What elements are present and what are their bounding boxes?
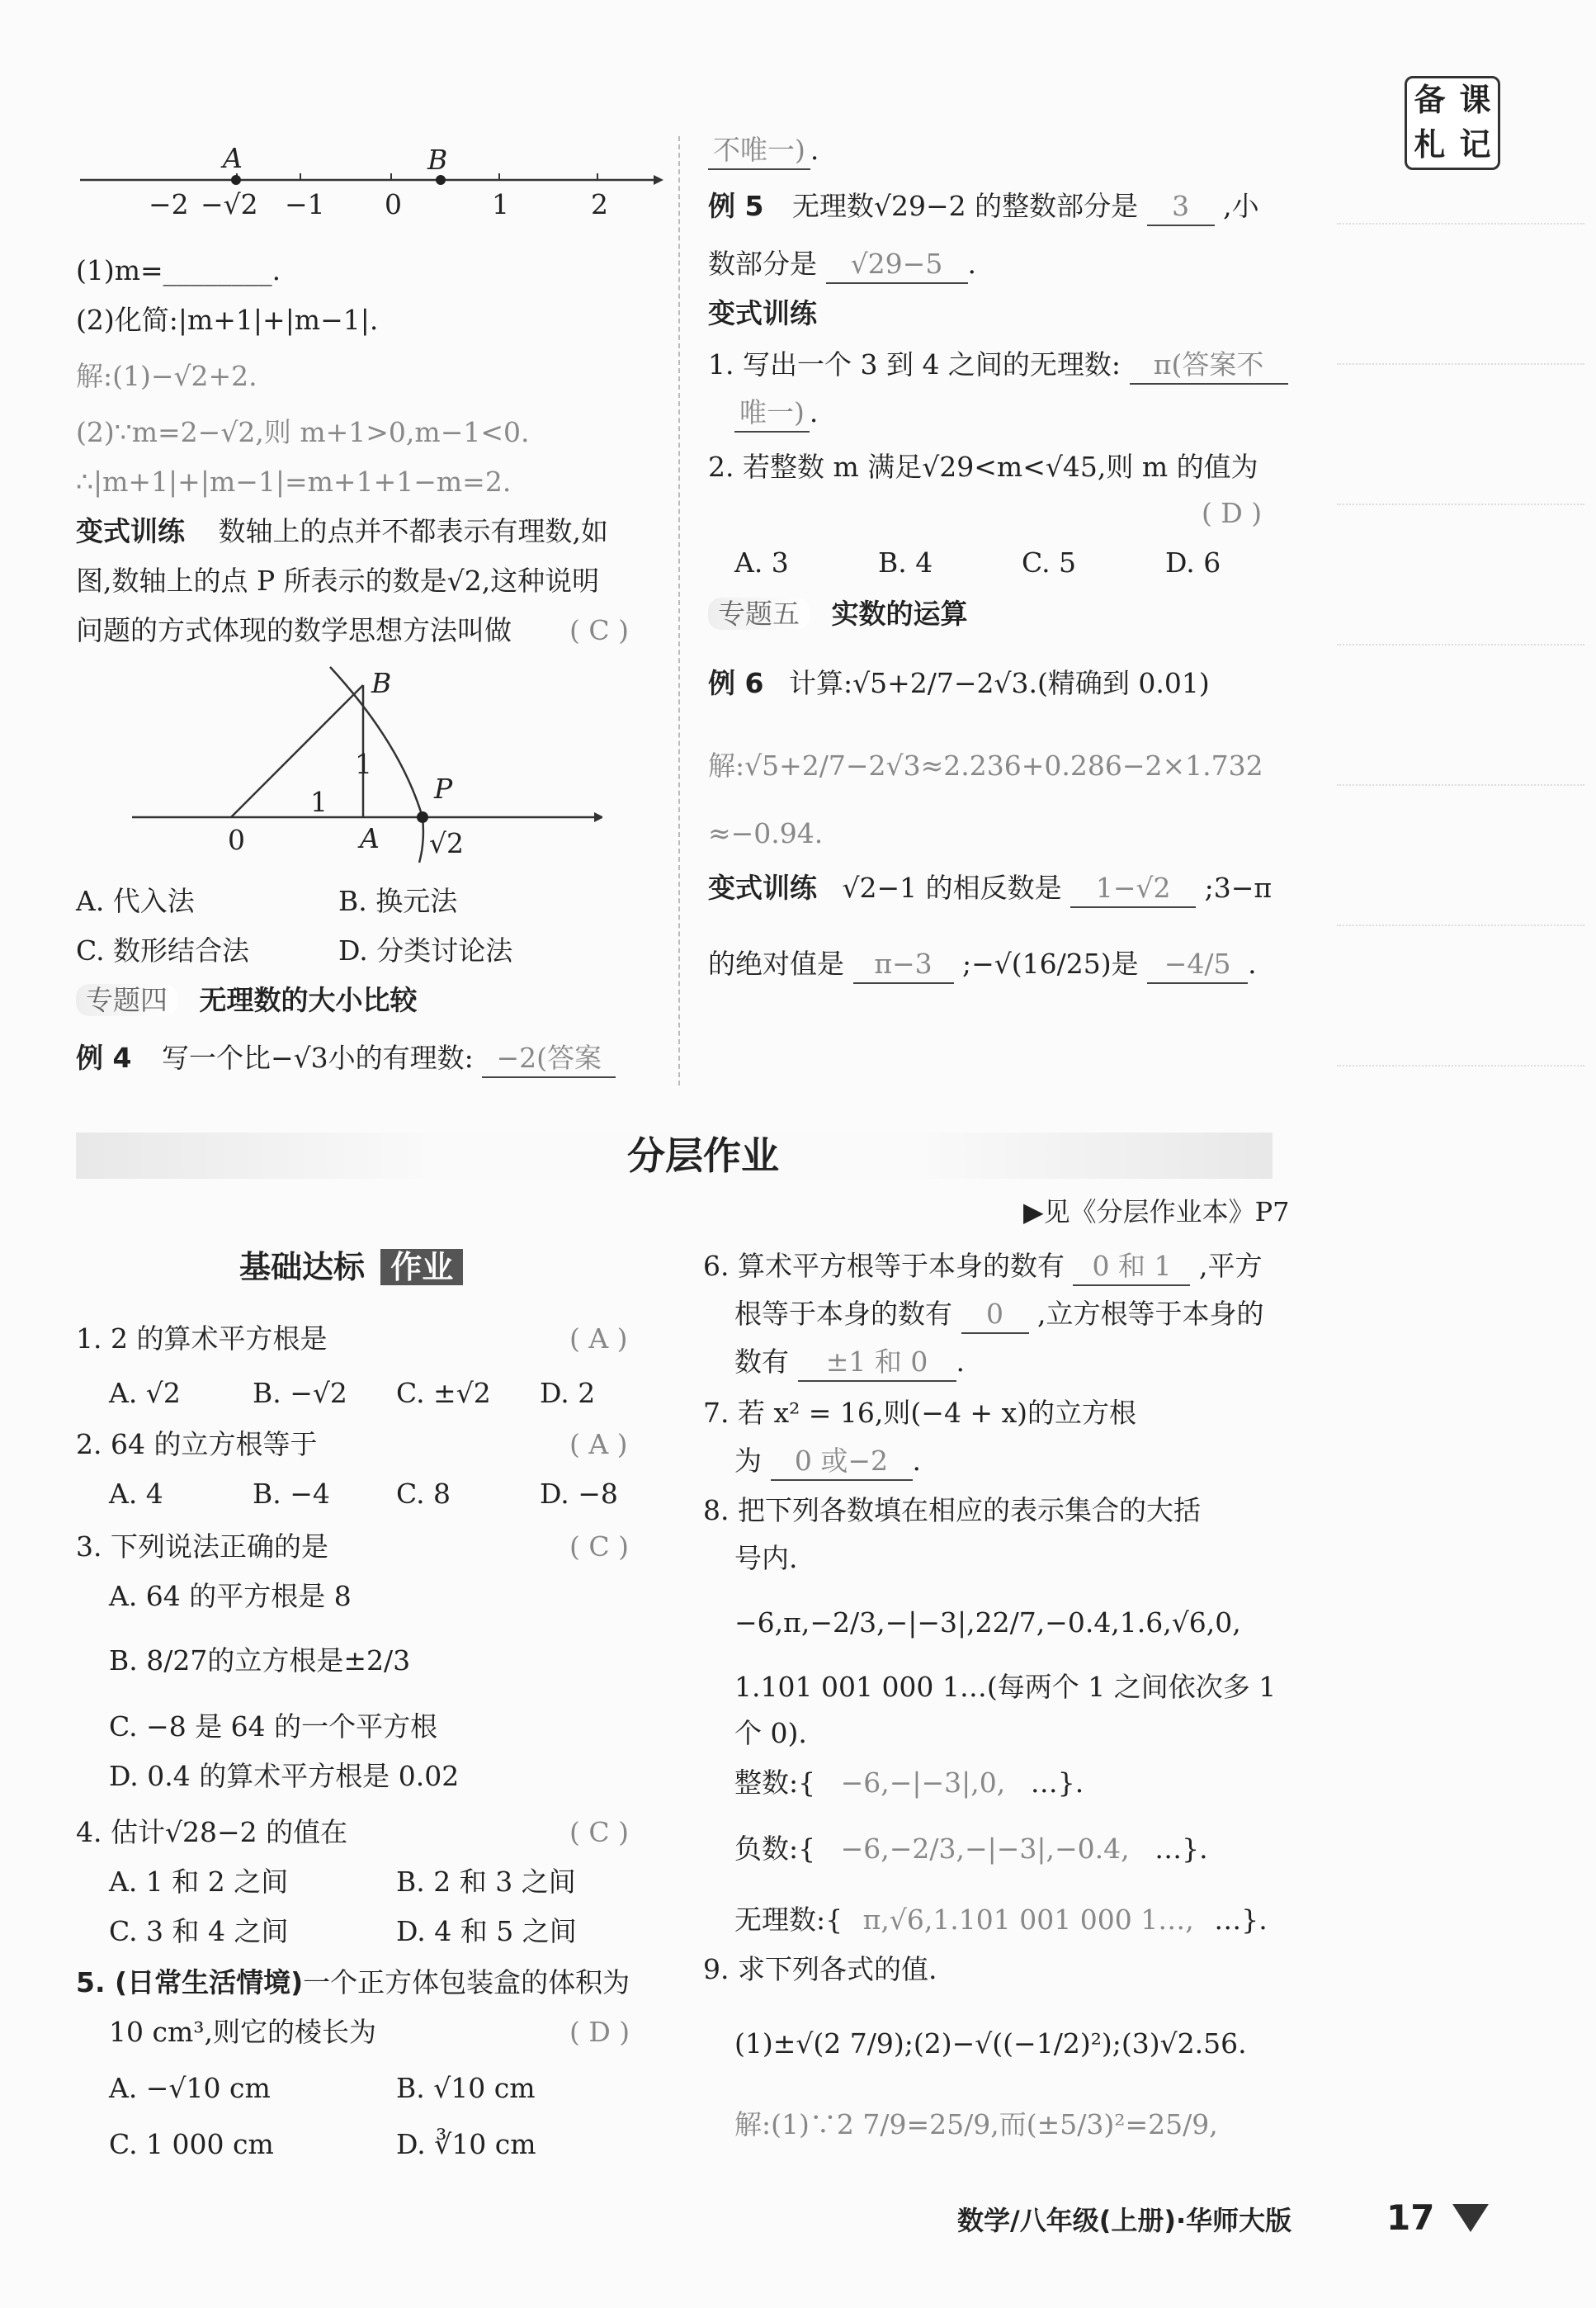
answer-paren: ( A ) bbox=[569, 1322, 628, 1355]
example-text: 无理数√29−2 的整数部分是 bbox=[791, 190, 1139, 222]
topic-title: 无理数的大小比较 bbox=[199, 984, 418, 1016]
badge-char: 备 bbox=[1414, 82, 1446, 118]
question-text: 6. 算术平方根等于本身的数有 bbox=[703, 1250, 1065, 1282]
figure-label-1: 1 bbox=[355, 748, 372, 780]
page-number: 17 bbox=[1386, 2197, 1435, 2238]
tick-label: 0 bbox=[385, 188, 402, 220]
tick-label: 2 bbox=[591, 188, 608, 220]
topic-title: 实数的运算 bbox=[831, 598, 968, 630]
example-text: 数部分是 bbox=[708, 248, 817, 280]
badge-char: 记 bbox=[1459, 126, 1491, 163]
answer-paren: ( C ) bbox=[569, 1530, 629, 1563]
option: B. 8/27的立方根是±2/3 bbox=[109, 1644, 411, 1677]
answer-blank: 0 或−2 bbox=[771, 1443, 913, 1481]
option: C. −8 是 64 的一个平方根 bbox=[109, 1710, 438, 1743]
variant-text: √2−1 的相反数是 bbox=[842, 872, 1062, 904]
hw-question: 1. 2 的算术平方根是 bbox=[76, 1322, 328, 1355]
set-label: 整数:{ bbox=[734, 1766, 816, 1799]
figure-label-b: B bbox=[371, 667, 392, 699]
point-a-label: A bbox=[223, 142, 243, 174]
answer-blank: π−3 bbox=[853, 946, 954, 984]
q8: 8. 把下列各数填在相应的表示集合的大括 bbox=[703, 1494, 1201, 1526]
question-2: (2)化简:|m+1|+|m−1|. bbox=[76, 304, 379, 336]
hw-question bbox=[76, 1965, 630, 2001]
basic-header bbox=[239, 1246, 463, 1288]
hw-question: 2. 64 的立方根等于 bbox=[76, 1428, 318, 1460]
q9: 9. 求下列各式的值. bbox=[703, 1953, 937, 1985]
figure-label-0: 0 bbox=[228, 824, 245, 856]
variant-text: 数轴上的点并不都表示有理数,如 bbox=[218, 515, 608, 547]
question-text: ,立方根等于本身的 bbox=[1037, 1298, 1264, 1330]
q6-cont: 数有 ±1 和 0 . bbox=[734, 1344, 965, 1382]
hw-question-cont: 10 cm³,则它的棱长为 bbox=[109, 2016, 376, 2048]
question-text: 根等于本身的数有 bbox=[734, 1298, 952, 1330]
option: B. −4 bbox=[253, 1478, 330, 1510]
variant-text: 问题的方式体现的数学思想方法叫做 bbox=[76, 614, 512, 646]
example-label: 例 6 bbox=[708, 667, 764, 699]
answer-paren: ( D ) bbox=[569, 2016, 630, 2048]
topic-4-header bbox=[76, 982, 418, 1019]
answer-blank: 唯一) bbox=[734, 395, 810, 433]
point-b-label: B bbox=[427, 144, 448, 176]
answer-blank: −2(答案 bbox=[482, 1040, 616, 1078]
set-irrationals bbox=[734, 1902, 1268, 1938]
solution-line: ≈−0.94. bbox=[708, 817, 824, 849]
figure-label-p: P bbox=[434, 773, 453, 805]
badge-char: 课 bbox=[1459, 82, 1491, 118]
example-text: ,小 bbox=[1223, 190, 1259, 222]
variant-training bbox=[76, 513, 608, 550]
option: C. 1 000 cm bbox=[109, 2128, 274, 2160]
banner-title: 分层作业 bbox=[627, 1133, 779, 1178]
option: A. √2 bbox=[109, 1377, 181, 1409]
variant-text: ;−√(16/25)是 bbox=[962, 948, 1139, 980]
option: B. 换元法 bbox=[338, 885, 458, 917]
tick-label: 1 bbox=[492, 188, 509, 220]
corner-badge bbox=[1405, 76, 1500, 170]
q8-numbers: 个 0). bbox=[734, 1717, 807, 1749]
topic-tag: 专题四 bbox=[76, 984, 177, 1016]
example-text: 写一个比−√3小的有理数: bbox=[161, 1042, 474, 1074]
q9-expr: (1)±√(2 7/9);(2)−√((−1/2)²);(3)√2.56. bbox=[734, 2027, 1247, 2060]
q8-numbers: −6,π,−2/3,−|−3|,22/7,−0.4,1.6,√6,0, bbox=[734, 1606, 1241, 1639]
q8-numbers: 1.101 001 000 1…(每两个 1 之间依次多 1 bbox=[734, 1671, 1277, 1703]
solution-line: ∴|m+1|+|m−1|=m+1+1−m=2. bbox=[76, 466, 512, 498]
variant-title: 变式训练 bbox=[708, 297, 817, 329]
option: C. ±√2 bbox=[396, 1377, 491, 1409]
footer-text: 数学/八年级(上册)·华师大版 bbox=[957, 2205, 1292, 2236]
solution-line: (2)∵m=2−√2,则 m+1>0,m−1<0. bbox=[76, 416, 530, 448]
answer-blank: 0 bbox=[961, 1296, 1029, 1334]
answer-blank: π(答案不 bbox=[1130, 347, 1288, 385]
figure-label-sqrt2: √2 bbox=[429, 827, 465, 859]
option: B. 4 bbox=[878, 546, 933, 579]
option: A. 代入法 bbox=[76, 885, 195, 917]
tick-label: −√2 bbox=[201, 188, 258, 220]
example-label: 例 4 bbox=[76, 1042, 132, 1074]
answer-blank: 不唯一) bbox=[708, 132, 810, 170]
q7-cont: 为 0 或−2 . bbox=[734, 1443, 921, 1481]
answer-blank: 0 和 1 bbox=[1073, 1248, 1190, 1286]
option: D. 2 bbox=[540, 1377, 596, 1409]
figure-label-a: A bbox=[360, 822, 380, 854]
option: C. 5 bbox=[1022, 546, 1077, 579]
option: A. 3 bbox=[734, 546, 789, 579]
q6 bbox=[703, 1248, 1262, 1286]
tick-label: −1 bbox=[285, 188, 325, 220]
option: D. −8 bbox=[540, 1478, 618, 1510]
variant-title: 变式训练 bbox=[708, 872, 817, 904]
continuation: 不唯一) . bbox=[708, 132, 819, 170]
set-end: …}. bbox=[1214, 1904, 1268, 1936]
option: D. 分类讨论法 bbox=[338, 934, 513, 967]
set-answer: −6,−|−3|,0, bbox=[840, 1766, 1006, 1799]
example-6 bbox=[708, 665, 1210, 702]
variant-3-cont: 的绝对值是 π−3 ;−√(16/25)是 −4/5 . bbox=[708, 946, 1257, 984]
variant-text: ;3−π bbox=[1204, 872, 1273, 904]
set-negatives bbox=[734, 1831, 1208, 1867]
option: A. 64 的平方根是 8 bbox=[109, 1580, 352, 1612]
variant-text: 1. 写出一个 3 到 4 之间的无理数: bbox=[708, 348, 1121, 381]
question-text: 为 bbox=[734, 1445, 762, 1477]
footer-arrow-icon bbox=[1452, 2204, 1489, 2232]
variant-1-cont: 唯一) . bbox=[734, 395, 818, 433]
example-4 bbox=[76, 1040, 616, 1078]
set-label: 负数:{ bbox=[734, 1833, 816, 1865]
variant-title: 变式训练 bbox=[76, 515, 185, 547]
question-1: (1)m=________. bbox=[76, 254, 281, 286]
option: B. √10 cm bbox=[396, 2072, 536, 2104]
badge-char: 札 bbox=[1414, 126, 1446, 163]
topic-5-header bbox=[708, 596, 968, 632]
solution-line: 解:√5+2/7−2√3≈2.236+0.286−2×1.732 bbox=[708, 750, 1263, 782]
option: D. 6 bbox=[1165, 546, 1221, 579]
option: A. 1 和 2 之间 bbox=[109, 1866, 289, 1898]
answer-blank: 1−√2 bbox=[1070, 870, 1196, 908]
set-label: 无理数:{ bbox=[734, 1904, 843, 1936]
option: D. ∛10 cm bbox=[396, 2128, 536, 2160]
example-label: 例 5 bbox=[708, 190, 764, 222]
option: D. 4 和 5 之间 bbox=[396, 1915, 577, 1947]
example-5 bbox=[708, 188, 1259, 226]
example-text: 计算:√5+2/7−2√3.(精确到 0.01) bbox=[788, 667, 1210, 699]
solution-line: 解:(1)−√2+2. bbox=[76, 360, 257, 392]
variant-text: 的绝对值是 bbox=[708, 948, 844, 980]
set-answer: π,√6,1.101 001 000 1…, bbox=[862, 1904, 1194, 1936]
hw-question: 4. 估计√28−2 的值在 bbox=[76, 1816, 348, 1848]
basic-header-left: 基础达标 bbox=[239, 1249, 366, 1285]
variant-1 bbox=[708, 347, 1288, 385]
q7: 7. 若 x² = 16,则(−4 + x)的立方根 bbox=[703, 1397, 1137, 1429]
option: A. 4 bbox=[109, 1478, 163, 1510]
topic-tag: 专题五 bbox=[708, 598, 810, 630]
answer-blank: −4/5 bbox=[1147, 946, 1248, 984]
set-end: …}. bbox=[1030, 1766, 1084, 1799]
question-text: 数有 bbox=[734, 1346, 789, 1378]
answer-paren: ( C ) bbox=[569, 614, 629, 646]
hw-question: 3. 下列说法正确的是 bbox=[76, 1530, 328, 1563]
option: B. 2 和 3 之间 bbox=[396, 1866, 576, 1898]
option: B. −√2 bbox=[253, 1377, 347, 1409]
option: C. 数形结合法 bbox=[76, 934, 250, 967]
option: A. −√10 cm bbox=[109, 2072, 271, 2104]
option: D. 0.4 的算术平方根是 0.02 bbox=[109, 1760, 460, 1792]
variant-3 bbox=[708, 870, 1272, 908]
q6-cont bbox=[734, 1296, 1264, 1334]
variant-text: 图,数轴上的点 P 所表示的数是√2,这种说明 bbox=[76, 565, 600, 597]
column-divider bbox=[678, 136, 680, 1085]
variant-2: 2. 若整数 m 满足√29<m<√45,则 m 的值为 bbox=[708, 451, 1258, 483]
answer-blank: ±1 和 0 bbox=[798, 1344, 956, 1382]
set-answer: −6,−2/3,−|−3|,−0.4, bbox=[840, 1833, 1130, 1865]
set-integers bbox=[734, 1765, 1084, 1801]
tick-label: −2 bbox=[149, 188, 189, 220]
answer-paren: ( C ) bbox=[569, 1816, 629, 1848]
example-5-cont: 数部分是 √29−5 . bbox=[708, 246, 976, 284]
figure-label-1: 1 bbox=[310, 786, 328, 818]
option: C. 3 和 4 之间 bbox=[109, 1915, 289, 1947]
question-text: 一个正方体包装盒的体积为 bbox=[303, 1966, 630, 1998]
q8-cont: 号内. bbox=[734, 1542, 798, 1574]
banner-ref: ▶见《分层作业本》P7 bbox=[1023, 1196, 1290, 1227]
answer-paren: ( A ) bbox=[569, 1428, 628, 1460]
question-text: ,平方 bbox=[1198, 1250, 1263, 1282]
q9-solution: 解:(1)∵2 7/9=25/9,而(±5/3)²=25/9, bbox=[734, 2108, 1218, 2140]
context-tag: 5. (日常生活情境) bbox=[76, 1966, 304, 1998]
answer-blank: √29−5 bbox=[826, 246, 968, 284]
answer-blank: 3 bbox=[1147, 188, 1215, 226]
option: C. 8 bbox=[396, 1478, 451, 1510]
answer-paren: ( D ) bbox=[1202, 497, 1263, 529]
set-end: …}. bbox=[1155, 1833, 1208, 1865]
basic-header-right: 作业 bbox=[380, 1249, 463, 1285]
